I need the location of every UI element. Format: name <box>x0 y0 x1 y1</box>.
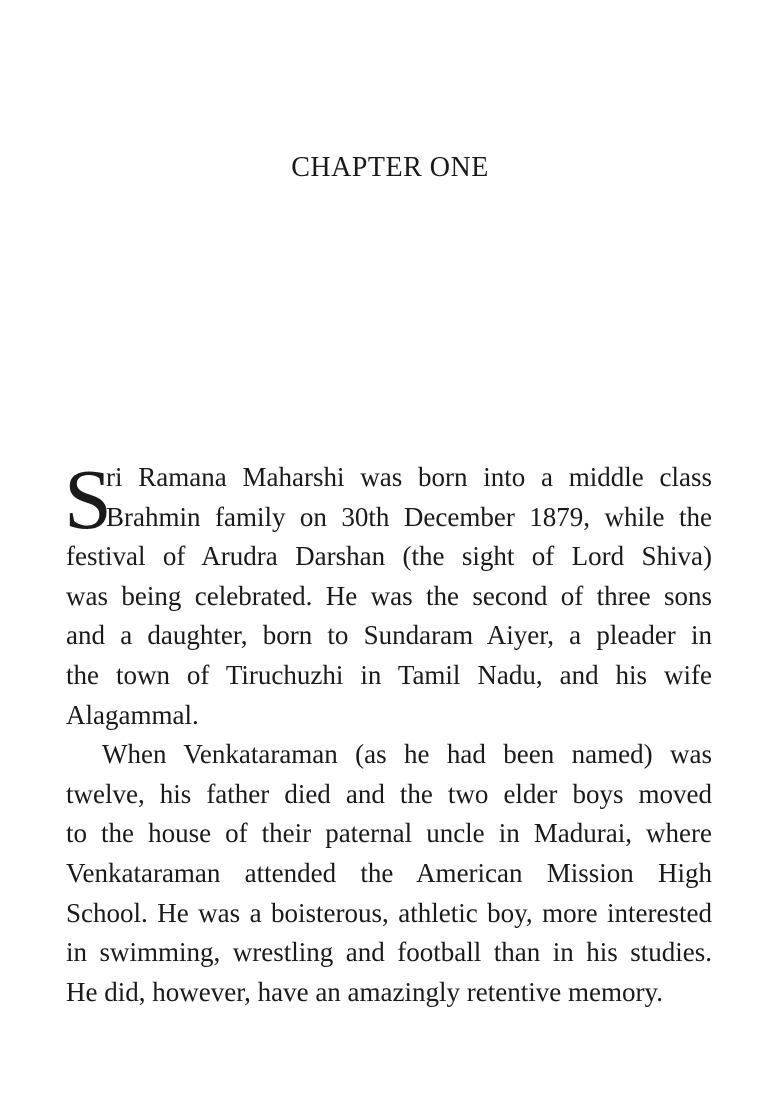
text-line: twelve, his father died and the two elder boys moved <box>66 778 712 809</box>
drop-cap: S <box>64 451 112 547</box>
text-line: festival of Arudra Darshan (the sight of Lord Shiva) <box>66 541 712 572</box>
text-line: Venkataraman attended the American Mission High <box>66 857 712 888</box>
text-line: He did, however, have an amazingly retentive memory. <box>66 976 663 1007</box>
chapter-body <box>64 451 712 1012</box>
text-line: Alagammal. <box>66 699 199 730</box>
text-line: School. He was a boisterous, athletic boy, more interested <box>66 897 712 928</box>
text-line: in swimming, wrestling and football than in his studies. <box>66 937 712 968</box>
text-line: and a daughter, born to Sundaram Aiyer, a pleader in <box>66 620 712 651</box>
paragraph-1 <box>64 451 712 735</box>
text-line: When Venkataraman (as he had been named) was <box>102 739 712 770</box>
paragraph-2 <box>66 735 712 1012</box>
text-line: was being celebrated. He was the second of three sons <box>66 580 712 611</box>
text-line: to the house of their paternal uncle in Madurai, where <box>66 818 712 849</box>
chapter-title: CHAPTER ONE <box>291 152 489 183</box>
text-line: the town of Tiruchuzhi in Tamil Nadu, and his wife <box>66 659 712 690</box>
text-line: Brahmin family on 30th December 1879, while the <box>106 501 712 532</box>
text-line: ri Ramana Maharshi was born into a middle class <box>106 462 712 492</box>
